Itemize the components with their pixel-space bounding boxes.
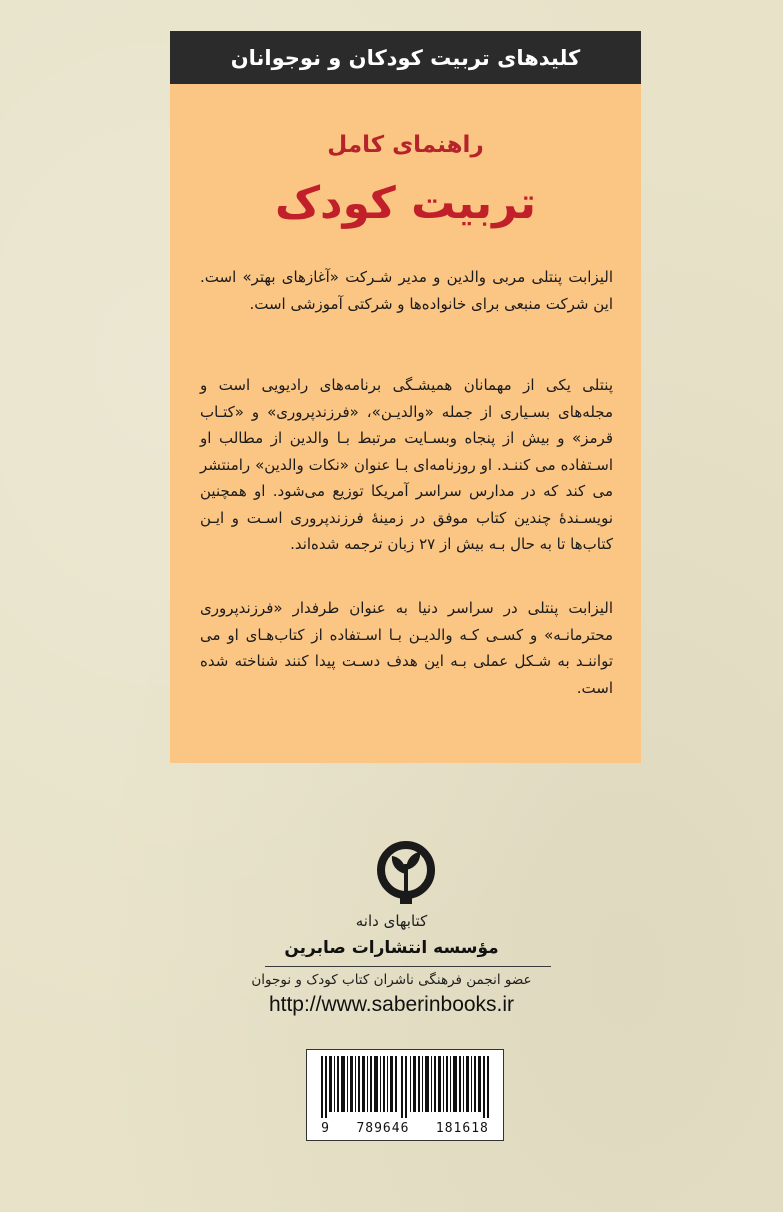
series-banner-text: کلیدهای تربیت کودکان و نوجوانان — [230, 45, 581, 70]
membership-text: عضو انجمن فرهنگی ناشران کتاب کودک و نوجوان — [251, 972, 532, 988]
series-banner — [170, 31, 641, 84]
paragraph-2: پنتلی یکی از مهمانان همیشـگی برنامه‌های رادیویی است و مجله‌های بسـیاری از جمله «والدیـن»، «فرزندپروری» و «کتـاب قرمز» و بیش از پنجاه وبسـایت مرتبط بـا والدین از مطالب او اسـتفاده می کننـد. او روزنامه‌ای بـا عنوان «نکات والدین» رامنتشر می کند که در مدارس سراسر آمریکا توزیع می‌شود. او همچنین نویسـندهٔ چندین کتاب موفق در زمینهٔ فرزندپروری اسـت و ایـن کتاب‌ها تا به حال بـه بیش از ۲۷ زبان ترجمه شده‌اند. — [200, 376, 613, 553]
description-panel — [170, 84, 641, 763]
paragraph-3: الیزابت پنتلی در سراسر دنیا به عنوان طرفدار «فرزندپروری محترمانـه» و کسـی کـه والدیـن بـا اسـتفاده از کتاب‌هـای او می تواننـد به شـکل عملی بـه این هدف دسـت پیدا کنند شناخته شده است. — [200, 599, 613, 697]
divider — [265, 966, 551, 967]
publisher-logo-icon — [376, 840, 436, 904]
barcode — [306, 1049, 504, 1141]
paragraph-1: الیزابت پنتلی مربی والدین و مدیر شـرکت «آغازهای بهتر» است. این شرکت منبعی برای خانواده‌ها و شرکتی آموزشی است. — [200, 268, 613, 313]
book-subtitle: راهنمای کامل — [327, 132, 484, 158]
publisher-name: مؤسسه انتشارات صابرین — [284, 938, 499, 958]
imprint-name: کتابهای دانه — [355, 912, 428, 930]
book-title: تربیت کودک — [274, 178, 537, 229]
isbn-number: 9 789646 181618 — [321, 1121, 489, 1136]
website-url: http://www.saberinbooks.ir — [268, 993, 515, 1016]
barcode-bars — [313, 1056, 497, 1118]
